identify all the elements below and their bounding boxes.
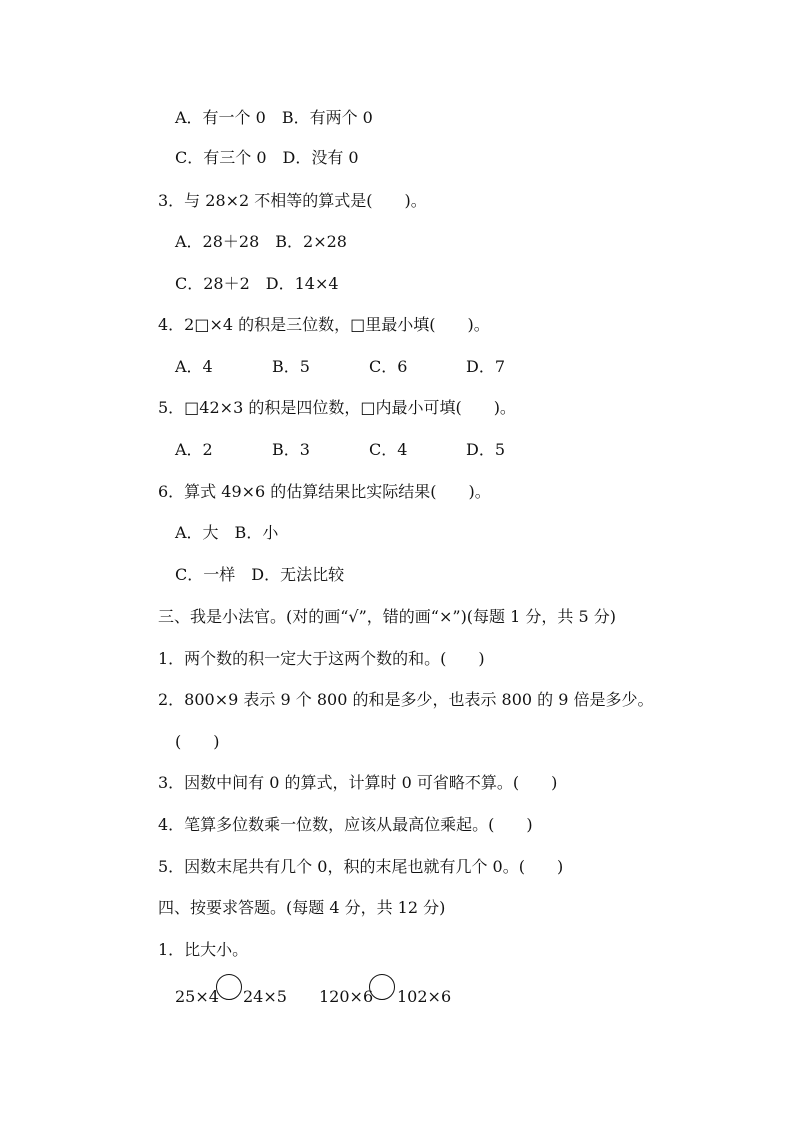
compare-1-left: 25×4 (175, 987, 219, 1006)
q3-options-ab: A．28＋28 B．2×28 (175, 232, 347, 251)
question-6: 6．算式 49×6 的估算结果比实际结果( )。 (158, 482, 491, 501)
judge-5: 5．因数末尾共有几个 0，积的末尾也就有几个 0。( ) (158, 857, 564, 876)
q2-options-ab: A．有一个 0 B．有两个 0 (175, 108, 373, 127)
question-4: 4．2□×4 的积是三位数，□里最小填( )。 (158, 315, 490, 334)
question-3: 3．与 28×2 不相等的算式是( )。 (158, 191, 427, 210)
q4-options (175, 357, 505, 377)
compare-2-right: 102×6 (397, 987, 452, 1006)
section-3-heading: 三、我是小法官。(对的画“√”，错的画“×”)(每题 1 分，共 5 分) (158, 607, 616, 626)
judge-3: 3．因数中间有 0 的算式，计算时 0 可省略不算。( ) (158, 773, 558, 792)
judge-1: 1．两个数的积一定大于这两个数的和。( ) (158, 649, 485, 668)
q5-options (175, 440, 505, 460)
q2-options-cd: C．有三个 0 D．没有 0 (175, 148, 359, 167)
q4-option-b: B．5 (272, 357, 310, 376)
q5-option-b: B．3 (272, 440, 310, 459)
judge-4: 4．笔算多位数乘一位数，应该从最高位乘起。( ) (158, 815, 533, 834)
q3-options-cd: C．28＋2 D．14×4 (175, 274, 339, 293)
q4-option-c: C．6 (369, 357, 408, 376)
section-4-heading: 四、按要求答题。(每题 4 分，共 12 分) (158, 898, 446, 917)
compare-2-left: 120×6 (319, 987, 374, 1006)
compare-1-answer-circle[interactable] (216, 974, 242, 1000)
q5-option-a: A．2 (175, 440, 213, 459)
compare-2-answer-circle[interactable] (369, 974, 395, 1000)
judge-2-bracket: ( ) (175, 732, 220, 751)
q5-option-c: C．4 (369, 440, 408, 459)
q4-option-a: A．4 (175, 357, 213, 376)
q6-options-cd: C．一样 D．无法比较 (175, 565, 345, 584)
task-1-compare: 1．比大小。 (158, 940, 249, 959)
judge-2: 2．800×9 表示 9 个 800 的和是多少，也表示 800 的 9 倍是多少。 (158, 690, 654, 709)
compare-1-right: 24×5 (243, 987, 287, 1006)
q5-option-d: D．5 (466, 440, 506, 459)
q4-option-d: D．7 (466, 357, 506, 376)
q6-options-ab: A．大 B．小 (175, 523, 279, 542)
question-5: 5．□42×3 的积是四位数，□内最小可填( )。 (158, 398, 516, 417)
